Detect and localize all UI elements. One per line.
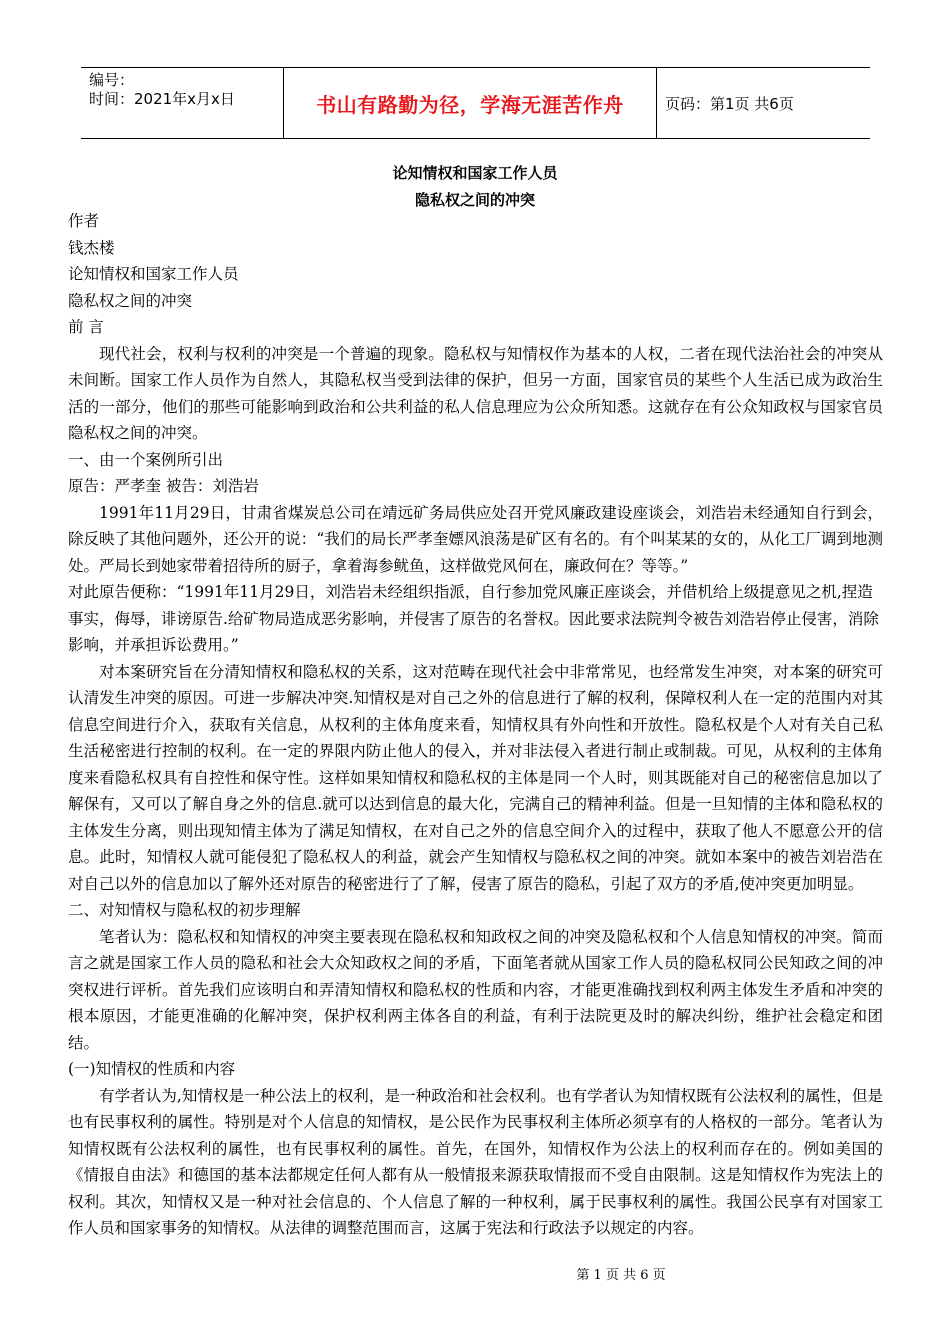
paragraph-intro: 现代社会，权利与权利的冲突是一个普遍的现象。隐私权与知情权作为基本的人权，二者在现代法治社会的冲突从未间断。国家工作人员作为自然人，其隐私权当受到法律的保护，但另一方面，国家官员的某些个人生活已成为政治生活的一部分，他们的那些可能影响到政治和公共利益的私人信息理应为公众所知悉。这就存在有公众知政权与国家官员隐私权之间的冲突。 [68,344,883,442]
doc-title-line2: 隐私权之间的冲突 [414,191,535,209]
paragraph-case-facts: 1991年11月29日，甘肃省煤炭总公司在靖远矿务局供应处召开党风廉政建设座谈会，刘浩岩未经通知自行到会，除反映了其他问题外，还公开的说：“我们的局长严孝奎嫖风浪荡是矿区有名的。有个叫某某的女的，从化工厂调到地测处。严局长到她家带着招待所的厨子，拿着海参鱿鱼，这样做党风何在，廉政何在？等等。” [68,503,883,575]
section-heading-2: 二、对知情权与隐私权的初步理解 [68,901,301,919]
subtitle-line1: 论知情权和国家工作人员 [68,265,239,283]
section-heading-1: 一、由一个案例所引出 [68,450,224,469]
number-label: 编号： [89,71,135,89]
paragraph-analysis: 对本案研究旨在分清知情权和隐私权的关系，这对范畴在现代社会中非常常见，也经常发生冲突，对本案的研究可认清发生冲突的原因。可进一步解决冲突.知情权是对自己之外的信息进行了解的权利，保障权利人在一定的范围内对其信息空间进行介入，获取有关信息，从权利的主体角度来看，知情权具有外向性和开放性。隐私权是个人对有关自己私生活秘密进行控制的权利。在一定的界限内防止他人的侵入，并对非法侵入者进行制止或制裁。可见，从权利的主体角度来看隐私权具有自控性和保守性。这样如果知情权和隐私权的主体是同一个人时，则其既能对自己的秘密信息加以了解保有，又可以了解自身之外的信息.就可以达到信息的最大化，完满自己的精神利益。但是一旦知情的主体和隐私权的主体发生分离，则出现知情主体为了满足知情权，在对自己之外的信息空间介入的过程中，获取了他人不愿意公开的信息。此时，知情权人就可能侵犯了隐私权人的利益，就会产生知情权与隐私权之间的冲突。就如本案中的被告刘岩浩在对自己以外的信息加以了解外还对原告的秘密进行了了解，侵害了原告的隐私，引起了双方的矛盾,使冲突更加明显。 [68,662,883,893]
header-table [81,67,870,139]
preface-heading: 前 言 [68,318,104,336]
motto-text: 书山有路勤为径，学海无涯苦作舟 [316,92,624,117]
doc-title-line1: 论知情权和国家工作人员 [392,164,558,182]
doc-body [68,208,883,1242]
time-label: 时间：2021年x月x日 [89,90,235,108]
paragraph-plaintiff-claim: 对此原告便称：“1991年11月29日，刘浩岩未经组织指派，自行参加党风廉正座谈会，并借机给上级提意见之机,捏造事实，侮辱，诽谤原告.给矿物局造成恶劣影响，并侵害了原告的名誉权。因此要求法院判令被告刘浩岩停止侵害，消除影响，并承担诉讼费用。” [68,583,879,654]
case-parties: 原告：严孝奎 被告：刘浩岩 [68,477,259,495]
paragraph-author-view: 笔者认为：隐私权和知情权的冲突主要表现在隐私权和知政权之间的冲突及隐私权和个人信息知情权的冲突。简而言之就是国家工作人员的隐私和社会大众知政权之间的矛盾，下面笔者就从国家工作人员的隐私权同公民知政之间的冲突权进行评析。首先我们应该明白和弄清知情权和隐私权的性质和内容，才能更准确找到权利两主体发生矛盾和冲突的根本原因，才能更准确的化解冲突，保护权利两主体各自的利益，有利于法院更及时的解决纠纷，维护社会稳定和团结。 [68,927,883,1052]
header-page-label: 页码：第1页 共6页 [665,95,794,113]
subsection-heading-1: (一)知情权的性质和内容 [68,1060,236,1078]
paragraph-nature: 有学者认为,知情权是一种公法上的权利，是一种政治和社会权利。也有学者认为知情权既有公法权利的属性，但是也有民事权利的属性。特别是对个人信息的知情权，是公民作为民事权利主体所必须享有的人格权的一部分。笔者认为知情权既有公法权利的属性，也有民事权利的属性。首先，在国外，知情权作为公法上的权利而存在的。例如美国的《情报自由法》和德国的基本法都规定任何人都有从一般情报来源获取情报而不受自由限制。这是知情权作为宪法上的权利。其次，知情权又是一种对社会信息的、个人信息了解的一种权利，属于民事权利的属性。我国公民享有对国家工作人员和国家事务的知情权。从法律的调整范围而言，这属于宪法和行政法予以规定的内容。 [68,1086,883,1237]
author-name: 钱杰楼 [68,238,115,257]
footer-page-number: 第 1 页 共 6 页 [576,1268,666,1283]
page-footer [0,1264,950,1283]
subtitle-line2: 隐私权之间的冲突 [68,291,193,310]
header-motto-cell [283,68,657,138]
author-label: 作者 [68,212,100,230]
header-left-cell [89,71,279,109]
